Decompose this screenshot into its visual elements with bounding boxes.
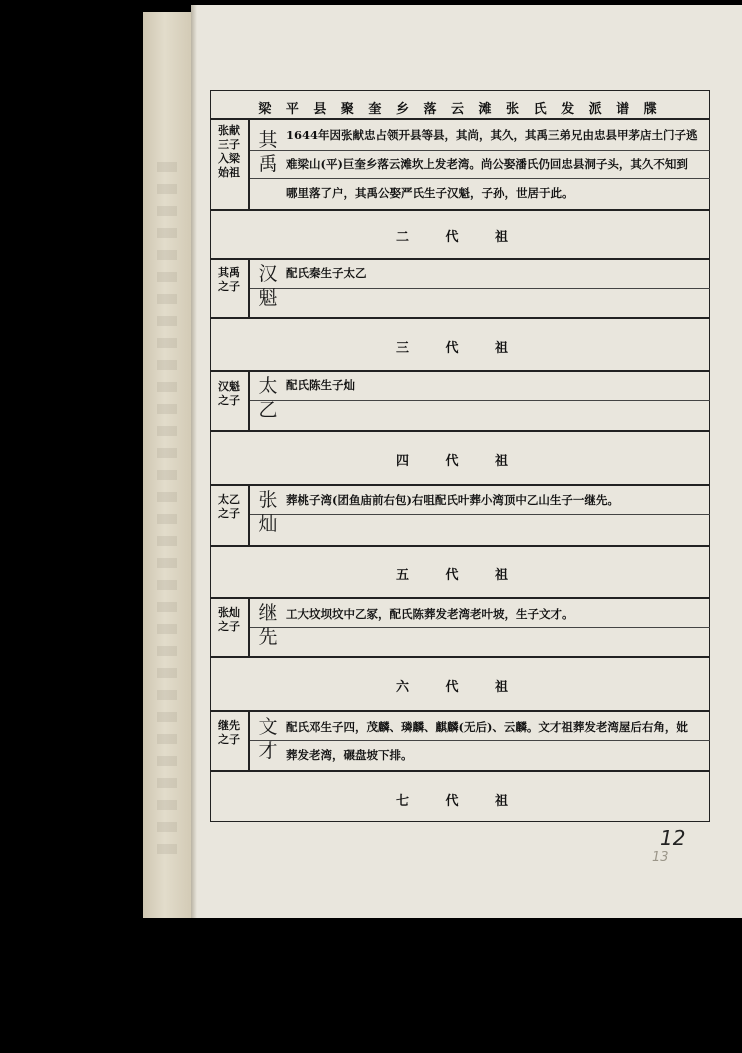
ancestor-note: 继先 之子 [218,719,240,746]
table-divider [210,484,710,486]
table-divider [210,209,710,211]
entry-line: 工大坟坝坟中乙冢，配氏陈葬发老湾老叶坡，生子文才。 [286,607,574,621]
generation-heading: 二 代 祖 [395,230,525,245]
generation-heading: 七 代 祖 [395,794,525,809]
ancestor-note: 张灿 之子 [218,606,240,633]
generation-heading: 五 代 祖 [395,568,525,583]
entry-line: 配氏秦生子太乙 [286,266,367,280]
entry-line: 哪里落了户，其禹公娶严氏生子汉魁，子孙，世居于此。 [286,186,574,200]
table-divider [210,597,710,599]
column-line [248,370,250,430]
entry-line: 1644年因张献忠占领开县等县，其尚，其久，其禹三弟兄由忠县甲茅店土门子逃 [286,128,698,142]
entry-line: 配氏陈生子灿 [286,378,355,392]
row-line [248,178,710,179]
table-divider [210,258,710,260]
table-divider [210,710,710,712]
pencil-page-number: 13 [652,850,669,865]
handwritten-name: 汉 魁 [258,263,278,309]
row-line [248,400,710,401]
page-shadow [191,5,197,918]
row-line [248,150,710,151]
handwritten-name: 太 乙 [258,375,278,421]
generation-heading: 四 代 祖 [395,454,525,469]
column-line [248,258,250,317]
ancestor-note: 其禹 之子 [218,266,240,293]
bleed-through-text [157,162,177,862]
page-number: 12 [660,826,686,850]
row-line [248,627,710,628]
handwritten-name: 文 才 [258,716,278,762]
table-divider [210,317,710,319]
row-line [248,288,710,289]
entry-line: 葬发老湾，碾盘坡下排。 [286,748,413,762]
ancestor-note: 汉魁 之子 [218,380,240,407]
generation-heading: 三 代 祖 [395,341,525,356]
table-title: 梁 平 县 聚 奎 乡 落 云 滩 张 氏 发 派 谱 牒 [258,102,662,117]
ancestor-note: 太乙 之子 [218,493,240,520]
table-divider [210,545,710,547]
entry-line: 葬桃子湾(团鱼庙前右包)右咀配氏叶葬小湾顶中乙山生子一继先。 [286,493,619,507]
column-line [248,710,250,770]
column-line [248,484,250,545]
column-line [248,597,250,656]
table-divider [210,118,710,120]
row-line [248,740,710,741]
table-divider [210,770,710,772]
row-line [248,514,710,515]
table-divider [210,656,710,658]
entry-line: 配氏邓生子四，茂麟、璘麟、麒麟(无后)、云麟。文才祖葬发老湾屋后右角，妣 [286,720,688,734]
handwritten-name: 继 先 [258,602,278,648]
handwritten-name: 其 禹 [258,129,278,175]
table-divider [210,430,710,432]
table-divider [210,370,710,372]
generation-heading: 六 代 祖 [395,680,525,695]
handwritten-name: 张 灿 [258,489,278,535]
entry-line: 难梁山(平)巨奎乡落云滩坎上发老湾。尚公娶潘氏仍回忠县洞子头，其久不知到 [286,157,688,171]
previous-page-edge [143,12,192,918]
ancestor-note: 张献 三子 入梁 始祖 [218,124,240,179]
column-line [248,118,250,209]
